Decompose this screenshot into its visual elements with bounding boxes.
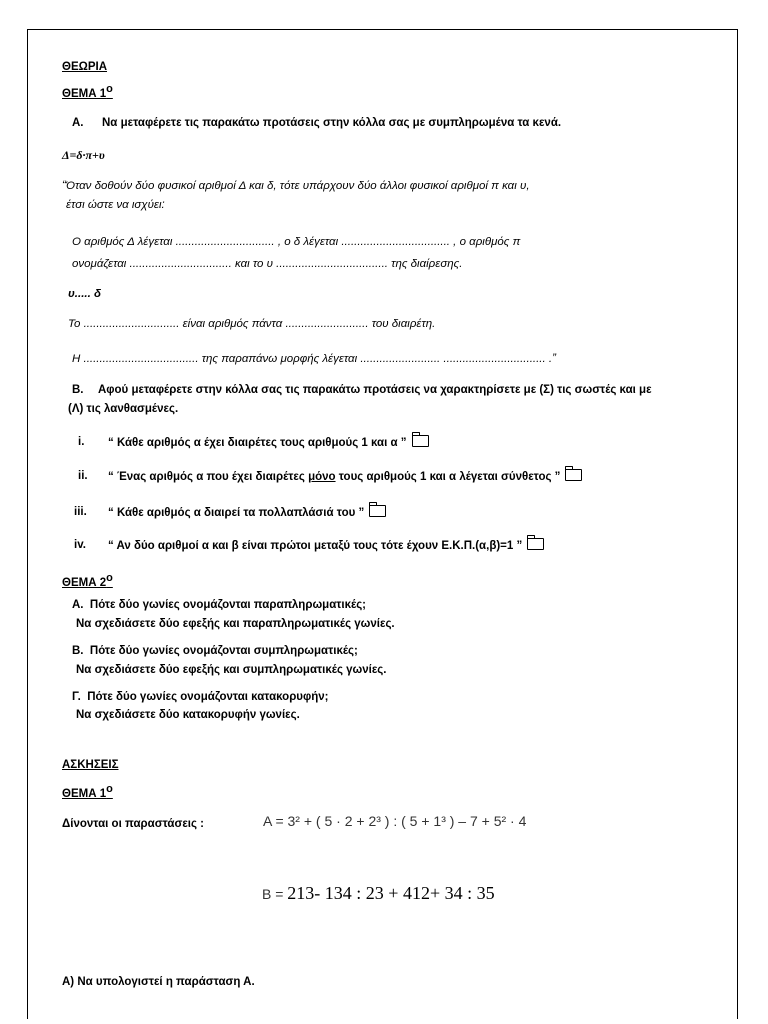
topic2-question: Α. Πότε δύο γωνίες ονομάζονται παραπληρωματικές;: [72, 599, 367, 611]
fill-line-3: Το .............................. είναι αριθμός πάντα .......................... του διαιρέτη.: [68, 318, 436, 330]
partB-line-1: Αφού μεταφέρετε στην κόλλα σας τις παρακάτω προτάσεις να χαρακτηρίσετε με (Σ) τις σωστές και με: [98, 384, 652, 396]
expression-B: Β = 213- 134 : 23 + 412+ 34 : 35: [262, 883, 495, 903]
item-number: iv.: [74, 539, 86, 551]
topic2-question: Γ. Πότε δύο γωνίες ονομάζονται κατακορυφήν;: [72, 691, 329, 703]
item-statement: “ Κάθε αριθμός α διαιρεί τα πολλαπλάσιά του ”: [108, 505, 386, 520]
page-border: [27, 29, 738, 1019]
task-A: Α) Να υπολογιστεί η παράσταση Α.: [62, 976, 255, 988]
topic2-task: Να σχεδιάσετε δύο εφεξής και συμπληρωματικές γωνίες.: [76, 664, 387, 676]
theory-heading: ΘΕΩΡΙΑ: [62, 61, 108, 73]
item-statement: “ Ένας αριθμός α που έχει διαιρέτες μόνο τους αριθμούς 1 και α λέγεται σύνθετος ”: [108, 469, 582, 484]
given-label: Δίνονται οι παραστάσεις :: [62, 818, 204, 830]
partB-line-2: (Λ) τις λανθασμένες.: [68, 403, 179, 415]
folder-checkbox-icon[interactable]: [527, 538, 544, 550]
item-statement: “ Αν δύο αριθμοί α και β είναι πρώτοι μεταξύ τους τότε έχουν Ε.Κ.Π.(α,β)=1 ”: [108, 538, 544, 553]
topic2-task: Να σχεδιάσετε δύο κατακορυφήν γωνίες.: [76, 709, 300, 721]
folder-checkbox-icon[interactable]: [565, 469, 582, 481]
folder-checkbox-icon[interactable]: [369, 505, 386, 517]
statement-line-2: έτσι ώστε να ισχύει:: [66, 199, 165, 211]
statement-line-1: “Όταν δοθούν δύο φυσικοί αριθμοί Δ και δ, τότε υπάρχουν δύο άλλοι φυσικοί αριθμοί π και υ,: [62, 180, 530, 192]
expression-A: Α = 3² + ( 5 · 2 + 2³ ) : ( 5 + 1³ ) – 7 + 5² · 4: [263, 813, 527, 829]
topic2-task: Να σχεδιάσετε δύο εφεξής και παραπληρωματικές γωνίες.: [76, 618, 395, 630]
exercises-heading: ΑΣΚΗΣΕΙΣ: [62, 759, 119, 771]
relation-line: υ..... δ: [68, 288, 101, 300]
item-statement: “ Κάθε αριθμός α έχει διαιρέτες τους αριθμούς 1 και α ”: [108, 435, 429, 450]
topic2-question: Β. Πότε δύο γωνίες ονομάζονται συμπληρωματικές;: [72, 645, 358, 657]
exercises-topic1-heading: ΘΕΜΑ $1^o$: [62, 783, 113, 800]
item-number: ii.: [78, 470, 88, 482]
folder-checkbox-icon[interactable]: [412, 435, 429, 447]
item-number: iii.: [74, 506, 87, 518]
fill-line-2: ονομάζεται ................................ και το υ ................................... της διαίρεσης.: [72, 258, 463, 270]
item-number: i.: [78, 436, 85, 448]
theory-topic1-heading: ΘΕΜΑ $1^o$: [62, 83, 113, 100]
fill-line-4: Η .................................... της παραπάνω μορφής λέγεται ......................... ................................ .”: [72, 353, 556, 365]
division-formula: Δ=δ·π+υ: [62, 148, 105, 162]
partA-instruction: Να μεταφέρετε τις παρακάτω προτάσεις στην κόλλα σας με συμπληρωμένα τα κενά.: [102, 117, 562, 129]
fill-line-1: Ο αριθμός Δ λέγεται ............................... , ο δ λέγεται .................................. , ο αριθμός π: [72, 236, 521, 248]
partA-label: Α.: [72, 117, 84, 129]
partB-label: Β.: [72, 384, 84, 396]
theory-topic2-heading: ΘΕΜΑ $2^o$: [62, 572, 113, 589]
